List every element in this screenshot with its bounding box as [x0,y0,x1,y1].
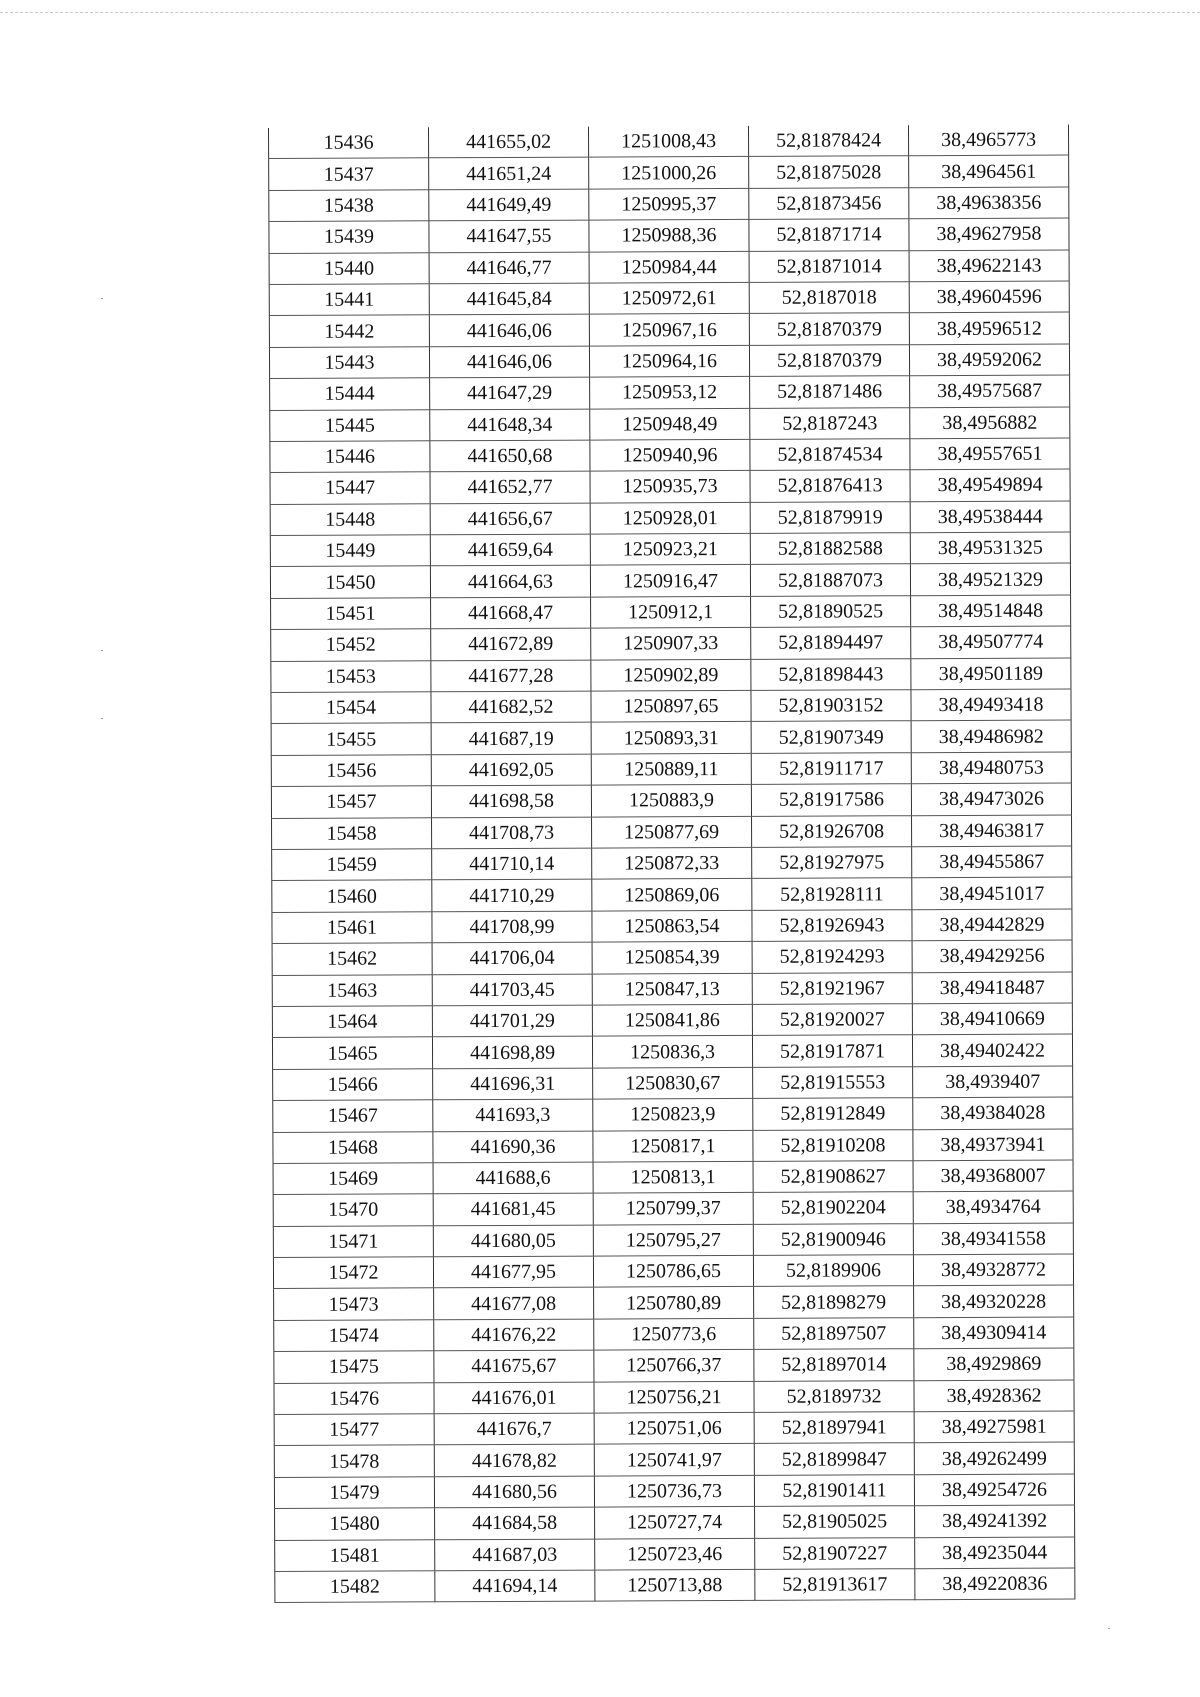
latitude-cell: 52,81890525 [751,596,911,628]
table-row [271,689,1071,724]
y-coordinate-cell: 1250773,6 [594,1318,754,1350]
longitude-cell: 38,49235044 [915,1537,1075,1569]
y-coordinate-cell: 1250727,74 [595,1507,755,1539]
latitude-cell: 52,81901411 [754,1474,914,1506]
table-row [270,532,1070,567]
longitude-cell: 38,49501189 [911,658,1071,690]
latitude-cell: 52,81910208 [753,1129,913,1161]
x-coordinate-cell: 441710,29 [432,879,592,911]
table-row [273,1223,1073,1258]
latitude-cell: 52,81903152 [751,690,911,722]
x-coordinate-cell: 441675,67 [434,1350,594,1382]
point-number-cell: 15476 [274,1382,434,1414]
x-coordinate-cell: 441677,95 [433,1256,593,1288]
point-number-cell: 15459 [272,849,432,881]
table-row [274,1317,1074,1352]
y-coordinate-cell: 1250756,21 [594,1381,754,1413]
y-coordinate-cell: 1251008,43 [588,126,748,158]
scan-speck [101,718,103,719]
latitude-cell: 52,81871486 [750,376,910,408]
point-number-cell: 15444 [270,378,430,410]
x-coordinate-cell: 441672,89 [431,628,591,660]
point-number-cell: 15446 [270,441,430,473]
x-coordinate-cell: 441682,52 [431,691,591,723]
x-coordinate-cell: 441659,64 [430,534,590,566]
latitude-cell: 52,81887073 [750,564,910,596]
point-number-cell: 15445 [270,409,430,441]
table-row [271,658,1071,693]
x-coordinate-cell: 441687,19 [431,723,591,755]
table-row [271,752,1071,787]
y-coordinate-cell: 1250935,73 [590,471,750,503]
latitude-cell: 52,81875028 [749,156,909,188]
x-coordinate-cell: 441680,56 [434,1476,594,1508]
table-row [274,1474,1074,1509]
table-row [275,1568,1075,1603]
y-coordinate-cell: 1250948,49 [590,408,750,440]
table-row [272,846,1072,881]
y-coordinate-cell: 1250836,3 [592,1036,752,1068]
point-number-cell: 15477 [274,1414,434,1446]
point-number-cell: 15480 [275,1508,435,1540]
point-number-cell: 15442 [269,315,429,347]
y-coordinate-cell: 1250813,1 [593,1161,753,1193]
latitude-cell: 52,81924293 [752,941,912,973]
longitude-cell: 38,49514848 [911,595,1071,627]
longitude-cell: 38,49328772 [913,1254,1073,1286]
x-coordinate-cell: 441687,03 [435,1539,595,1571]
x-coordinate-cell: 441698,58 [431,785,591,817]
latitude-cell: 52,81874534 [750,439,910,471]
point-number-cell: 15451 [271,598,431,630]
latitude-cell: 52,81912849 [753,1098,913,1130]
point-number-cell: 15464 [272,1006,432,1038]
point-number-cell: 15441 [269,284,429,316]
table-row [271,626,1071,661]
point-number-cell: 15472 [273,1257,433,1289]
longitude-cell: 38,49262499 [914,1442,1074,1474]
y-coordinate-cell: 1250889,11 [591,753,751,785]
longitude-cell: 38,4934764 [913,1191,1073,1223]
y-coordinate-cell: 1250786,65 [593,1255,753,1287]
longitude-cell: 38,49473026 [911,783,1071,815]
y-coordinate-cell: 1250907,33 [591,628,751,660]
longitude-cell: 38,49638356 [909,187,1069,219]
x-coordinate-cell: 441701,29 [432,1005,592,1037]
point-number-cell: 15437 [269,158,429,190]
table-row [273,1128,1073,1163]
latitude-cell: 52,81882588 [750,533,910,565]
point-number-cell: 15473 [274,1288,434,1320]
longitude-cell: 38,49538444 [910,501,1070,533]
y-coordinate-cell: 1250893,31 [591,722,751,754]
scan-speck [1108,1628,1110,1629]
latitude-cell: 52,81915553 [753,1066,913,1098]
table-row [269,250,1069,285]
longitude-cell: 38,49521329 [910,563,1070,595]
x-coordinate-cell: 441664,63 [430,566,590,598]
point-number-cell: 15456 [271,755,431,787]
latitude-cell: 52,81920027 [752,1004,912,1036]
x-coordinate-cell: 441676,7 [434,1413,594,1445]
point-number-cell: 15468 [273,1131,433,1163]
y-coordinate-cell: 1250984,44 [589,251,749,283]
longitude-cell: 38,49241392 [915,1505,1075,1537]
longitude-cell: 38,49557651 [910,438,1070,470]
latitude-cell: 52,81898279 [754,1286,914,1318]
y-coordinate-cell: 1250883,9 [591,785,751,817]
longitude-cell: 38,49451017 [912,877,1072,909]
table-row [270,469,1070,504]
table-row [271,595,1071,630]
x-coordinate-cell: 441652,77 [430,471,590,503]
y-coordinate-cell: 1250902,89 [591,659,751,691]
y-coordinate-cell: 1250863,54 [592,910,752,942]
table-row [271,783,1071,818]
latitude-cell: 52,81926708 [752,815,912,847]
table-row [274,1285,1074,1320]
table-row [270,407,1070,442]
table-row [269,281,1069,316]
longitude-cell: 38,49254726 [914,1474,1074,1506]
point-number-cell: 15460 [272,880,432,912]
x-coordinate-cell: 441656,67 [430,503,590,535]
longitude-cell: 38,49549894 [910,469,1070,501]
point-number-cell: 15455 [271,723,431,755]
y-coordinate-cell: 1250780,89 [594,1287,754,1319]
x-coordinate-cell: 441676,01 [434,1382,594,1414]
y-coordinate-cell: 1250854,39 [592,942,752,974]
x-coordinate-cell: 441647,29 [430,377,590,409]
latitude-cell: 52,8187018 [749,282,909,314]
longitude-cell: 38,49341558 [913,1223,1073,1255]
y-coordinate-cell: 1250713,88 [595,1569,755,1601]
y-coordinate-cell: 1250751,06 [594,1412,754,1444]
latitude-cell: 52,81897014 [754,1349,914,1381]
table-row [274,1348,1074,1383]
y-coordinate-cell: 1250877,69 [592,816,752,848]
x-coordinate-cell: 441646,77 [429,252,589,284]
coordinates-table-body [269,125,1075,1603]
point-number-cell: 15463 [272,974,432,1006]
x-coordinate-cell: 441703,45 [432,974,592,1006]
latitude-cell: 52,81900946 [753,1223,913,1255]
x-coordinate-cell: 441676,22 [434,1319,594,1351]
x-coordinate-cell: 441708,73 [432,817,592,849]
latitude-cell: 52,81907349 [751,721,911,753]
table-row [272,1003,1072,1038]
x-coordinate-cell: 441668,47 [431,597,591,629]
table-row [273,1160,1073,1195]
x-coordinate-cell: 441706,04 [432,942,592,974]
y-coordinate-cell: 1250741,97 [594,1444,754,1476]
point-number-cell: 15467 [273,1100,433,1132]
point-number-cell: 15461 [272,912,432,944]
point-number-cell: 15447 [270,472,430,504]
y-coordinate-cell: 1250872,33 [592,847,752,879]
y-coordinate-cell: 1250830,67 [593,1067,753,1099]
y-coordinate-cell: 1250912,1 [591,596,751,628]
table-row [272,815,1072,850]
y-coordinate-cell: 1250995,37 [589,188,749,220]
y-coordinate-cell: 1250940,96 [590,439,750,471]
point-number-cell: 15448 [270,503,430,535]
x-coordinate-cell: 441696,31 [433,1068,593,1100]
longitude-cell: 38,49455867 [912,846,1072,878]
scan-speck [101,650,103,651]
latitude-cell: 52,81921967 [752,972,912,1004]
table-row [269,312,1069,347]
point-number-cell: 15479 [274,1477,434,1509]
x-coordinate-cell: 441645,84 [429,283,589,315]
y-coordinate-cell: 1250841,86 [592,1004,752,1036]
coordinates-table [268,125,1075,1604]
table-row [272,1034,1072,1069]
point-number-cell: 15458 [272,817,432,849]
x-coordinate-cell: 441646,06 [429,346,589,378]
longitude-cell: 38,49507774 [911,626,1071,658]
latitude-cell: 52,81897507 [754,1318,914,1350]
table-row [275,1537,1075,1572]
point-number-cell: 15478 [274,1445,434,1477]
table-row [272,909,1072,944]
point-number-cell: 15438 [269,190,429,222]
longitude-cell: 38,4965773 [908,125,1068,157]
table-row [273,1097,1073,1132]
table-row [270,501,1070,536]
x-coordinate-cell: 441677,28 [431,660,591,692]
longitude-cell: 38,49220836 [915,1568,1075,1600]
longitude-cell: 38,49418487 [912,972,1072,1004]
x-coordinate-cell: 441650,68 [430,440,590,472]
longitude-cell: 38,49480753 [911,752,1071,784]
point-number-cell: 15466 [273,1069,433,1101]
y-coordinate-cell: 1251000,26 [589,157,749,189]
y-coordinate-cell: 1250847,13 [592,973,752,1005]
longitude-cell: 38,4956882 [910,407,1070,439]
latitude-cell: 52,81913617 [755,1569,915,1601]
point-number-cell: 15449 [270,535,430,567]
x-coordinate-cell: 441649,49 [429,189,589,221]
y-coordinate-cell: 1250972,61 [589,282,749,314]
point-number-cell: 15471 [273,1225,433,1257]
longitude-cell: 38,49604596 [909,281,1069,313]
y-coordinate-cell: 1250928,01 [590,502,750,534]
x-coordinate-cell: 441681,45 [433,1193,593,1225]
x-coordinate-cell: 441710,14 [432,848,592,880]
latitude-cell: 52,81871714 [749,219,909,251]
longitude-cell: 38,49493418 [911,689,1071,721]
y-coordinate-cell: 1250795,27 [593,1224,753,1256]
table-row [273,1066,1073,1101]
table-row [269,125,1069,159]
longitude-cell: 38,49320228 [914,1285,1074,1317]
point-number-cell: 15481 [275,1539,435,1571]
point-number-cell: 15440 [269,252,429,284]
latitude-cell: 52,81879919 [750,501,910,533]
longitude-cell: 38,4939407 [913,1066,1073,1098]
point-number-cell: 15454 [271,692,431,724]
latitude-cell: 52,81894497 [751,627,911,659]
point-number-cell: 15469 [273,1163,433,1195]
y-coordinate-cell: 1250964,16 [589,345,749,377]
table-row [272,940,1072,975]
x-coordinate-cell: 441690,36 [433,1131,593,1163]
table-row [269,187,1069,222]
table-row [269,218,1069,253]
longitude-cell: 38,49410669 [912,1003,1072,1035]
y-coordinate-cell: 1250897,65 [591,690,751,722]
table-row [275,1505,1075,1540]
x-coordinate-cell: 441655,02 [428,127,588,159]
latitude-cell: 52,8189732 [754,1380,914,1412]
point-number-cell: 15443 [269,347,429,379]
table-row [272,877,1072,912]
point-number-cell: 15439 [269,221,429,253]
x-coordinate-cell: 441648,34 [430,409,590,441]
table-row [274,1411,1074,1446]
longitude-cell: 38,49531325 [910,532,1070,564]
latitude-cell: 52,81870379 [749,344,909,376]
longitude-cell: 38,49575687 [910,375,1070,407]
longitude-cell: 38,49275981 [914,1411,1074,1443]
table-row [271,720,1071,755]
latitude-cell: 52,8187243 [750,407,910,439]
longitude-cell: 38,4964561 [909,155,1069,187]
longitude-cell: 38,49622143 [909,250,1069,282]
longitude-cell: 38,49596512 [909,312,1069,344]
longitude-cell: 38,4929869 [914,1348,1074,1380]
longitude-cell: 38,49486982 [911,720,1071,752]
longitude-cell: 38,49402422 [912,1034,1072,1066]
longitude-cell: 38,49309414 [914,1317,1074,1349]
longitude-cell: 38,49463817 [912,815,1072,847]
y-coordinate-cell: 1250916,47 [590,565,750,597]
x-coordinate-cell: 441651,24 [429,157,589,189]
y-coordinate-cell: 1250766,37 [594,1350,754,1382]
table-row [270,375,1070,410]
y-coordinate-cell: 1250953,12 [590,377,750,409]
point-number-cell: 15452 [271,629,431,661]
latitude-cell: 52,81908627 [753,1161,913,1193]
latitude-cell: 52,81899847 [754,1443,914,1475]
y-coordinate-cell: 1250967,16 [589,314,749,346]
latitude-cell: 52,81927975 [752,847,912,879]
table-row [269,155,1069,190]
y-coordinate-cell: 1250869,06 [592,879,752,911]
latitude-cell: 52,81898443 [751,658,911,690]
x-coordinate-cell: 441646,06 [429,314,589,346]
table-row [274,1442,1074,1477]
longitude-cell: 38,4928362 [914,1380,1074,1412]
latitude-cell: 52,81911717 [751,753,911,785]
point-number-cell: 15462 [272,943,432,975]
point-number-cell: 15450 [270,566,430,598]
x-coordinate-cell: 441677,08 [434,1288,594,1320]
longitude-cell: 38,49442829 [912,909,1072,941]
point-number-cell: 15482 [275,1571,435,1603]
x-coordinate-cell: 441708,99 [432,911,592,943]
y-coordinate-cell: 1250988,36 [589,220,749,252]
x-coordinate-cell: 441693,3 [433,1099,593,1131]
point-number-cell: 15436 [269,127,429,159]
table-row [270,563,1070,598]
y-coordinate-cell: 1250817,1 [593,1130,753,1162]
latitude-cell: 52,81897941 [754,1412,914,1444]
table-row [273,1254,1073,1289]
latitude-cell: 52,81871014 [749,250,909,282]
y-coordinate-cell: 1250923,21 [590,533,750,565]
y-coordinate-cell: 1250736,73 [594,1475,754,1507]
latitude-cell: 52,81928111 [752,878,912,910]
x-coordinate-cell: 441694,14 [435,1570,595,1602]
latitude-cell: 52,81917871 [752,1035,912,1067]
point-number-cell: 15457 [271,786,431,818]
point-number-cell: 15465 [272,1037,432,1069]
table-row [269,344,1069,379]
x-coordinate-cell: 441698,89 [432,1036,592,1068]
x-coordinate-cell: 441678,82 [434,1444,594,1476]
latitude-cell: 52,81905025 [755,1506,915,1538]
point-number-cell: 15475 [274,1351,434,1383]
point-number-cell: 15453 [271,660,431,692]
y-coordinate-cell: 1250723,46 [595,1538,755,1570]
latitude-cell: 52,81876413 [750,470,910,502]
point-number-cell: 15474 [274,1320,434,1352]
x-coordinate-cell: 441688,6 [433,1162,593,1194]
table-row [272,972,1072,1007]
longitude-cell: 38,49373941 [913,1128,1073,1160]
scan-speck [101,298,103,299]
longitude-cell: 38,49368007 [913,1160,1073,1192]
longitude-cell: 38,49384028 [913,1097,1073,1129]
longitude-cell: 38,49627958 [909,218,1069,250]
latitude-cell: 52,81878424 [748,125,908,157]
latitude-cell: 52,81870379 [749,313,909,345]
latitude-cell: 52,81873456 [749,187,909,219]
scan-top-edge [0,12,1200,13]
latitude-cell: 52,81902204 [753,1192,913,1224]
latitude-cell: 52,81926943 [752,909,912,941]
table-row [274,1380,1074,1415]
latitude-cell: 52,81907227 [755,1537,915,1569]
point-number-cell: 15470 [273,1194,433,1226]
x-coordinate-cell: 441684,58 [435,1507,595,1539]
x-coordinate-cell: 441647,55 [429,220,589,252]
table-row [273,1191,1073,1226]
y-coordinate-cell: 1250799,37 [593,1193,753,1225]
x-coordinate-cell: 441680,05 [433,1225,593,1257]
latitude-cell: 52,8189906 [753,1255,913,1287]
longitude-cell: 38,49592062 [909,344,1069,376]
x-coordinate-cell: 441692,05 [431,754,591,786]
latitude-cell: 52,81917586 [751,784,911,816]
longitude-cell: 38,49429256 [912,940,1072,972]
table-row [270,438,1070,473]
y-coordinate-cell: 1250823,9 [593,1099,753,1131]
